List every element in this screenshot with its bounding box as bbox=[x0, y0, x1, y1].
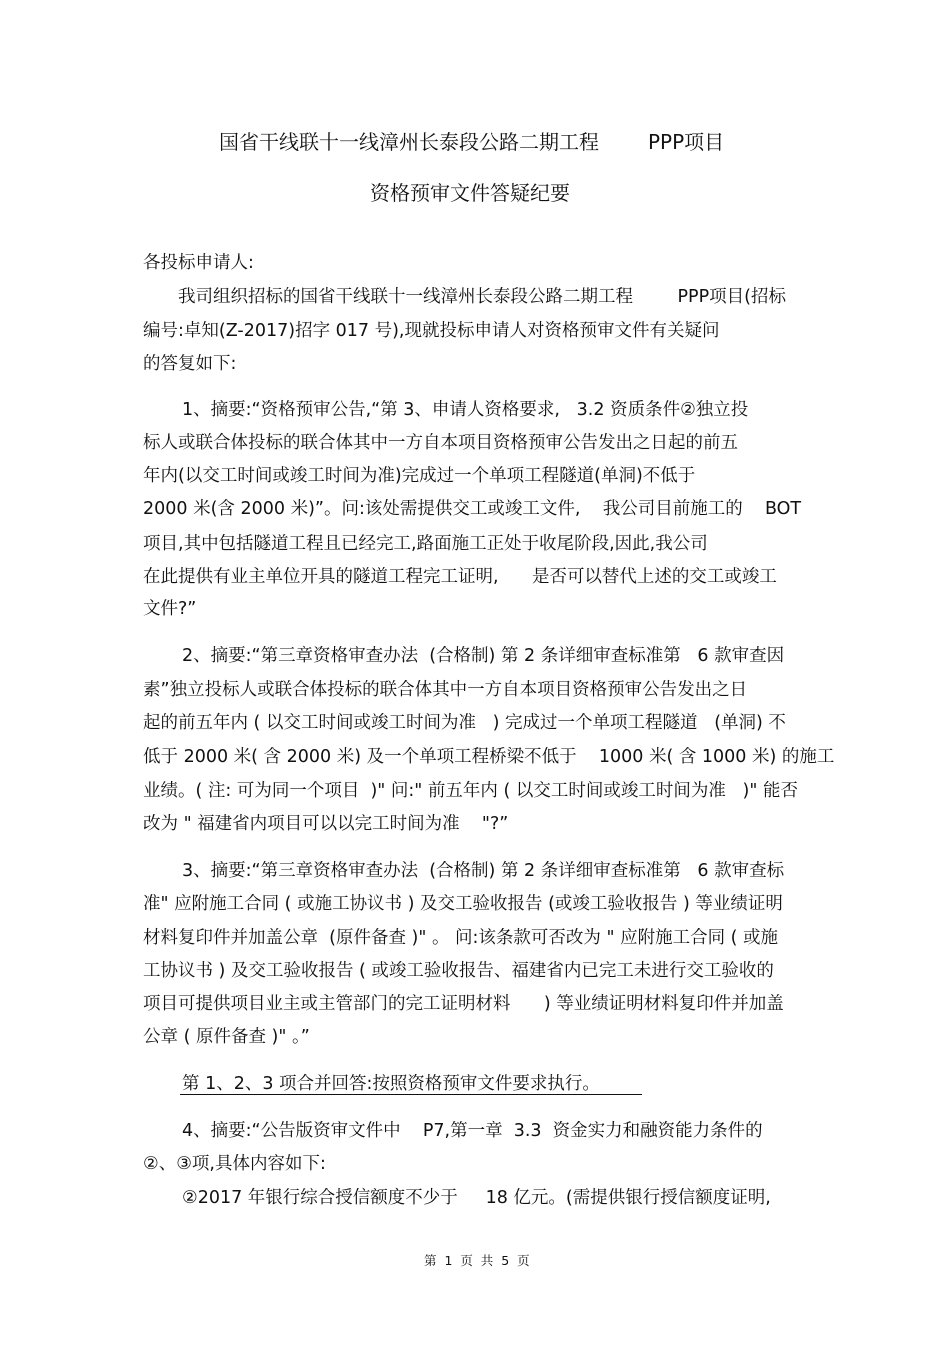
q3-line: 准" 应附施工合同 ( 或施工协议书 ) 及交工验收报告 (或竣工验收报告 ) 等业绩证明 bbox=[143, 894, 783, 914]
q4-line: ②、③项,具体内容如下: bbox=[143, 1154, 326, 1174]
q2-line: 低于 2000 米( 含 2000 米) 及一个单项工程桥梁不低于 1000 米( 含 1000 米) 的施工 bbox=[143, 747, 835, 767]
doc-title-ppp: PPP项目 bbox=[648, 130, 725, 154]
q3-line: 3、摘要:“第三章资格审查办法 (合格制) 第 2 条详细审查标准第 6 款审查标 bbox=[182, 861, 785, 881]
q3-line: 工协议书 ) 及交工验收报告 ( 或竣工验收报告、福建省内已完工未进行交工验收的 bbox=[143, 961, 774, 981]
q2-line: 起的前五年内 ( 以交工时间或竣工时间为准 ) 完成过一个单项工程隧道 (单洞) 不 bbox=[143, 713, 786, 733]
q1-line: 1、摘要:“资格预审公告,“第 3、申请人资格要求, 3.2 资质条件②独立投 bbox=[182, 400, 749, 420]
doc-subtitle: 资格预审文件答疑纪要 bbox=[370, 181, 570, 205]
page-number-footer: 第 1 页 共 5 页 bbox=[424, 1253, 530, 1268]
answer-underline bbox=[180, 1094, 642, 1095]
q2-line: 素”独立投标人或联合体投标的联合体其中一方自本项目资格预审公告发出之日 bbox=[143, 680, 748, 700]
q1-line: 标人或联合体投标的联合体其中一方自本项目资格预审公告发出之日起的前五 bbox=[143, 433, 738, 453]
q1-line: 年内(以交工时间或竣工时间为准)完成过一个单项工程隧道(单洞)不低于 bbox=[143, 466, 696, 486]
intro-line: 我司组织招标的国省干线联十一线漳州长泰段公路二期工程 PPP项目(招标 bbox=[178, 287, 786, 307]
q4-line: ②2017 年银行综合授信额度不少于 18 亿元。(需提供银行授信额度证明, bbox=[182, 1188, 771, 1208]
q2-line: 业绩。( 注: 可为同一个项目 )" 问:" 前五年内 ( 以交工时间或竣工时间为准 )" 能否 bbox=[143, 781, 799, 801]
q2-line: 2、摘要:“第三章资格审查办法 (合格制) 第 2 条详细审查标准第 6 款审查因 bbox=[182, 646, 785, 666]
q1-line: 2000 米(含 2000 米)”。问:该处需提供交工或竣工文件, 我公司目前施工的 BOT bbox=[143, 499, 802, 519]
q1-line: 项目,其中包括隧道工程且已经完工,路面施工正处于收尾阶段,因此,我公司 bbox=[143, 534, 708, 554]
q2-line: 改为 " 福建省内项目可以以完工时间为准 "?” bbox=[143, 814, 509, 834]
intro-line: 编号:卓知(Z-2017)招字 017 号),现就投标申请人对资格预审文件有关疑问 bbox=[143, 321, 720, 341]
q3-line: 材料复印件并加盖公章 (原件备查 )" 。 问:该条款可否改为 " 应附施工合同 ( 或施 bbox=[143, 928, 779, 948]
answer-1-3: 第 1、2、3 项合并回答:按照资格预审文件要求执行。 bbox=[182, 1074, 600, 1094]
intro-line: 的答复如下: bbox=[143, 354, 237, 374]
q1-line: 文件?” bbox=[143, 599, 197, 619]
q3-line: 公章 ( 原件备查 )" 。” bbox=[143, 1027, 310, 1047]
doc-title-main: 国省干线联十一线漳州长泰段公路二期工程 bbox=[219, 130, 599, 154]
salutation: 各投标申请人: bbox=[143, 253, 254, 273]
q4-line: 4、摘要:“公告版资审文件中 P7,第一章 3.3 资金实力和融资能力条件的 bbox=[182, 1121, 763, 1141]
q3-line: 项目可提供项目业主或主管部门的完工证明材料 ) 等业绩证明材料复印件并加盖 bbox=[143, 994, 784, 1014]
q1-line: 在此提供有业主单位开具的隧道工程完工证明, 是否可以替代上述的交工或竣工 bbox=[143, 567, 777, 587]
